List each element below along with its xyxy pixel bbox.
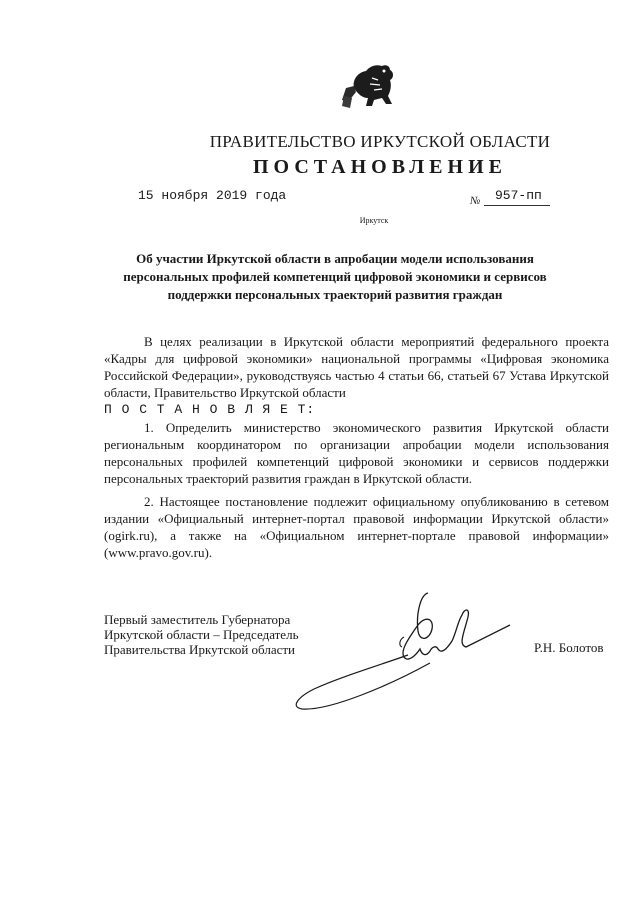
preamble-paragraph: В целях реализации в Иркутской области мероприятий федерального проекта «Кадры для цифровой экономики» национальной программы «Цифровая экономика Российской Федерации», руководствуясь частью 4 статьи 66, статьей 67 Устава Иркутской области, Правительство Иркутской области xyxy=(104,334,609,400)
subject-line: поддержки персональных траекторий развития граждан xyxy=(167,287,503,302)
document-date: 15 ноября 2019 года xyxy=(138,188,287,203)
signatory-name: Р.Н. Болотов xyxy=(534,640,604,655)
document-body xyxy=(104,333,609,561)
subject-line: Об участии Иркутской области в апробации модели использования xyxy=(136,251,534,266)
number-label: № xyxy=(470,195,481,207)
irkutsk-babr-emblem-icon xyxy=(332,58,402,114)
document-number: 957-пп xyxy=(495,188,542,203)
handwritten-signature xyxy=(280,585,530,715)
document-type: ПОСТАНОВЛЕНИЕ xyxy=(253,156,507,178)
resolution-item-1: 1. Определить министерство экономического развития Иркутской области региональным координатором по организации апробации модели использования персональных профилей компетенций цифровой экономики и сервисов поддержки персональных траекторий развития граждан в Иркутской области. xyxy=(104,420,609,486)
signatory-position-line: Иркутской области – Председатель xyxy=(104,627,299,642)
signatory-position xyxy=(104,612,299,657)
resolution-item-2: 2. Настоящее постановление подлежит официальному опубликованию в сетевом издании «Официальный интернет-портал правовой информации Иркутской области» (ogirk.ru), а также на «Официальном интернет-портале правовой информации» (www.pravo.gov.ru). xyxy=(104,494,609,560)
number-underline xyxy=(484,205,550,206)
government-title: ПРАВИТЕЛЬСТВО ИРКУТСКОЙ ОБЛАСТИ xyxy=(209,132,551,151)
signatory-position-line: Правительства Иркутской области xyxy=(104,642,296,657)
subject-line: персональных профилей компетенций цифровой экономики и сервисов xyxy=(123,269,547,284)
document-subject xyxy=(110,250,560,304)
signatory-position-line: Первый заместитель Губернатора xyxy=(104,612,291,627)
issue-city: Иркутск xyxy=(359,216,389,225)
resolves-heading: П О С Т А Н О В Л Я Е Т: xyxy=(104,402,316,417)
